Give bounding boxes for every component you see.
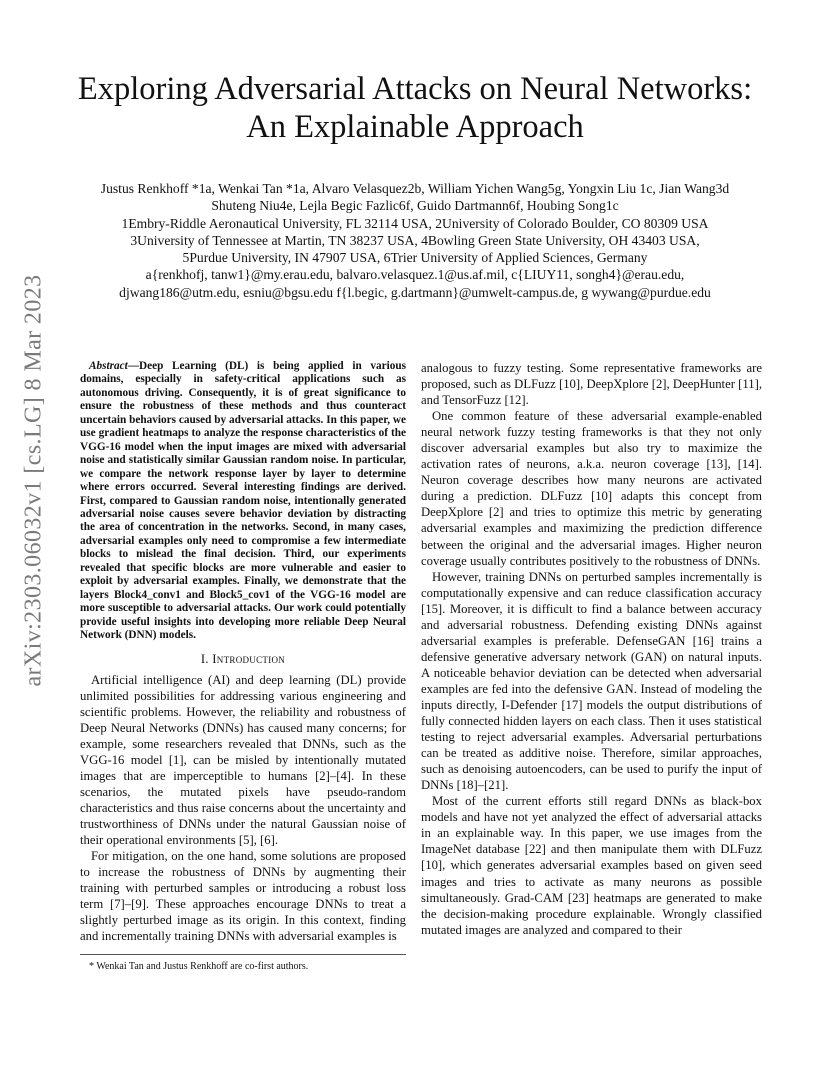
author-line: Shuteng Niu4e, Lejla Begic Fazlic6f, Guido Dartmann6f, Houbing Song1c <box>211 198 619 214</box>
email-line: djwang186@utm.edu, esniu@bgsu.edu f{l.begic, g.dartmann}@umwelt-campus.de, g wywang@purdue.edu <box>119 284 711 300</box>
author-block <box>60 180 770 301</box>
title-line: An Explainable Approach <box>246 109 584 145</box>
abstract-text: —Deep Learning (DL) is being applied in various domains, especially in safety-critical applications such as autonomous driving. Consequently, it is of great significance to ensure the robustness of these methods and thus counteract uncertain behaviors caused by adversarial attacks. In this paper, we use gradient heatmaps to analyze the response characteristics of the VGG-16 model when the input images are mixed with adversarial noise and statistically similar Gaussian random noise. In particular, we compare the network response layer by layer to determine where errors occurred. Several interesting findings are derived. First, compared to Gaussian random noise, intentionally generated adversarial noise causes severe behavior deviation by distracting the area of concentration in the networks. Second, in many cases, adversarial examples only need to compromise a few intermediate blocks to mislead the final decision. Third, our experiments revealed that specific blocks are more vulnerable and easier to exploit by adversarial examples. Finally, we demonstrate that the layers Block4_conv1 and Block5_cov1 of the VGG-16 model are more susceptible to adversarial attacks. Our work could potentially provide useful insights into developing more reliable Deep Neural Network (DNN) models. <box>80 360 406 642</box>
abstract-label: Abstract <box>89 360 128 372</box>
arxiv-side-label <box>16 273 52 687</box>
title-line: Exploring Adversarial Attacks on Neural Networks: <box>77 71 753 107</box>
author-line: Justus Renkhoff *1a, Wenkai Tan *1a, Alvaro Velasquez2b, William Yichen Wang5g, Yongxin Liu 1c, Jian Wang3d <box>100 181 730 196</box>
footnote-text: * Wenkai Tan and Justus Renkhoff are co-first authors. <box>89 961 309 972</box>
body-paragraph: For mitigation, on the one hand, some solutions are proposed to increase the robustness of DNNs by augmenting their training with perturbed samples or introducing a robust loss term [7]–[9]. These approaches encourage DNNs to treat a slightly perturbed image as its origin. In this context, finding and incrementally training DNNs with adversarial examples is <box>80 849 406 944</box>
affiliation-line: 5Purdue University, IN 47907 USA, 6Trier University of Applied Sciences, Germany <box>182 250 648 266</box>
footnote <box>80 954 406 973</box>
email-line: a{renkhofj, tanw1}@my.erau.edu, balvaro.velasquez.1@us.af.mil, c{LIUY11, songh4}@erau.edu, <box>145 267 685 283</box>
affiliation-line: 3University of Tennessee at Martin, TN 38237 USA, 4Bowling Green State University, OH 43403 USA, <box>130 232 700 248</box>
body-paragraph: Most of the current efforts still regard DNNs as black-box models and have not yet analyzed the effect of adversarial attacks in an explainable way. In this paper, we use images from the ImageNet database [22] and then manipulate them with DLFuzz [10], which generates adversarial examples based on given seed images and tries to activate as many neurons as possible simultaneously. Grad-CAM [23] heatmaps are generated to make the decision-making procedure explainable. Wrongly classified mutated images are analyzed and compared to their <box>421 794 762 937</box>
affiliation-line: 1Embry-Riddle Aeronautical University, FL 32114 USA, 2University of Colorado Boulder, CO 80309 USA <box>121 215 709 231</box>
section-heading-introduction: I. Introduction <box>200 651 286 666</box>
paper-title <box>60 70 770 146</box>
body-paragraph: However, training DNNs on perturbed samples incrementally is computationally expensive and can reduce classification accuracy [15]. Moreover, it is difficult to find a balance between accuracy and adversarial robustness. Defending existing DNNs against adversarial examples is preferable. DefenseGAN [16] trains a defensive generative adversary network (GAN) on natural inputs. A noticeable behavior deviation can be detected when adversarial examples are fed into the defensive GAN. Instead of modeling the inputs directly, I-Defender [17] models the output distributions of fully connected hidden layers on each class. Then it uses statistical testing to reject adversarial examples. Adversarial perturbations can be treated as additive noise. Therefore, similar approaches, such as denoising autoencoders, can be used to purify the input of DNNs [18]–[21]. <box>421 569 762 793</box>
body-paragraph-continued: analogous to fuzzy testing. Some representative frameworks are proposed, such as DLFuzz [10], DeepXplore [2], DeepHunter [11], and TensorFuzz [12]. <box>421 361 762 408</box>
abstract <box>80 360 406 643</box>
left-column <box>80 360 406 944</box>
body-paragraph: Artificial intelligence (AI) and deep learning (DL) provide unlimited possibilities for addressing various engineering and scientific problems. However, the reliability and robustness of Deep Neural Networks (DNNs) has caused many concerns; for example, some researchers revealed that DNNs, such as the VGG-16 model [1], can be misled by intentionally mutated images that are imperceptible to humans [2]–[4]. In these scenarios, the mutated pixels have pseudo-random characteristics and thus raise concerns about the uncertainty and trustworthiness of DNNs under the natural Gaussian noise of their operational environments [5], [6]. <box>80 672 406 847</box>
arxiv-identifier: arXiv:2303.06032v1 [cs.LG] 8 Mar 2023 <box>20 273 47 687</box>
body-paragraph: One common feature of these adversarial example-enabled neural network fuzzy testing frameworks is that they not only discover adversarial examples but also try to maximize the activation rates of neurons, a.k.a. neuron coverage [13], [14]. Neuron coverage describes how many neurons are activated during a prediction. DLFuzz [10] adapts this concept from DeepXplore [2] and tries to optimize this metric by generating adversarial examples and maximizing the prediction difference between the original and the adversarial images. Higher neuron coverage usually contributes positively to the robustness of DNNs. <box>421 409 762 568</box>
right-column <box>421 360 762 938</box>
